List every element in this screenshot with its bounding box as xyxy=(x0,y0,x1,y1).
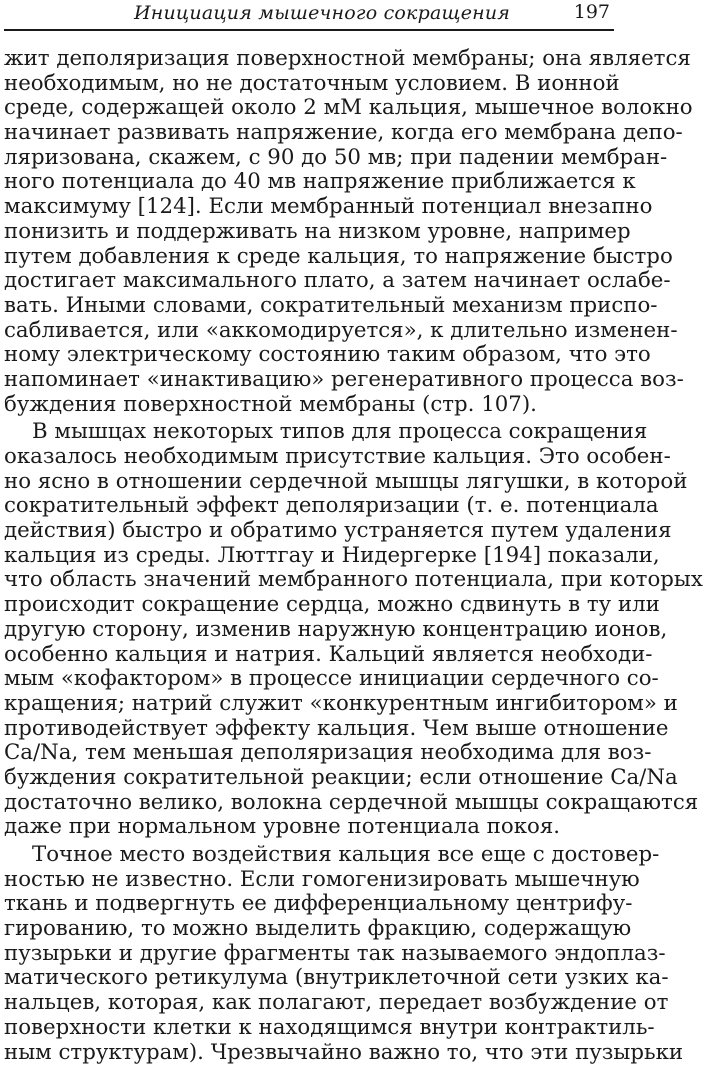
text-line: максимуму [124]. Если мембранный потенциал внезапно xyxy=(4,195,613,220)
text-line: среде, содержащей около 2 мМ кальция, мышечное волокно xyxy=(4,96,613,121)
text-line: сабливается, или «аккомодируется», к длительно изменен- xyxy=(4,319,613,344)
text-line: противодействует эффекту кальция. Чем выше отношение xyxy=(4,717,613,742)
text-line: кальция из среды. Люттгау и Нидергерке [194] показали, xyxy=(4,544,613,569)
body-text xyxy=(4,47,613,1065)
page-number: 197 xyxy=(574,1,610,23)
text-line: ляризована, скажем, с 90 до 50 мв; при падении мембран- xyxy=(4,146,613,171)
text-line: ного потенциала до 40 мв напряжение приближается к xyxy=(4,170,613,195)
text-line: особенно кальция и натрия. Кальций является необходи- xyxy=(4,643,613,668)
text-line: ным структурам). Чрезвычайно важно то, что эти пузырьки xyxy=(4,1041,613,1065)
text-line: начинает развивать напряжение, когда его мембрана депо- xyxy=(4,121,613,146)
text-line: жит деполяризация поверхностной мембраны; она является xyxy=(4,47,613,72)
text-line: оказалось необходимым присутствие кальция. Это особен- xyxy=(4,445,613,470)
text-line: матического ретикулума (внутриклеточной сети узких ка- xyxy=(4,966,613,991)
header-rule xyxy=(4,29,614,31)
paragraph xyxy=(4,843,613,1065)
text-line: мым «кофактором» в процессе инициации сердечного со- xyxy=(4,667,613,692)
text-line: пузырьки и другие фрагменты так называемого эндоплаз- xyxy=(4,942,613,967)
text-line: Точное место воздействия кальция все еще с достовер- xyxy=(4,843,613,868)
paragraph xyxy=(4,47,613,417)
text-line: сократительный эффект деполяризации (т. е. потенциала xyxy=(4,494,613,519)
text-line: что область значений мембранного потенциала, при которых xyxy=(4,568,613,593)
text-line: происходит сокращение сердца, можно сдвинуть в ту или xyxy=(4,593,613,618)
text-line: буждения сократительной реакции; если отношение Ca/Na xyxy=(4,766,613,791)
chapter-running-title: Инициация мышечного сокращения xyxy=(134,2,510,24)
text-line: кращения; натрий служит «конкурентным ингибитором» и xyxy=(4,692,613,717)
text-line: вать. Иными словами, сократительный механизм приспо- xyxy=(4,294,613,319)
text-line: необходимым, но не достаточным условием. В ионной xyxy=(4,72,613,97)
text-line: В мышцах некоторых типов для процесса сокращения xyxy=(4,420,613,445)
text-line: понизить и поддерживать на низком уровне, например xyxy=(4,220,613,245)
text-line: другую сторону, изменив наружную концентрацию ионов, xyxy=(4,618,613,643)
text-line: гированию, то можно выделить фракцию, содержащую xyxy=(4,917,613,942)
text-line: ткань и подвергнуть ее дифференциальному центрифу- xyxy=(4,892,613,917)
text-line: достаточно велико, волокна сердечной мышцы сокращаются xyxy=(4,791,613,816)
text-line: нальцев, которая, как полагают, передает возбуждение от xyxy=(4,991,613,1016)
text-line: достигает максимального плато, а затем начинает ослабе- xyxy=(4,269,613,294)
text-line: Ca/Na, тем меньшая деполяризация необходима для воз- xyxy=(4,741,613,766)
running-header xyxy=(4,0,614,28)
text-line: путем добавления к среде кальция, то напряжение быстро xyxy=(4,245,613,270)
text-line: ному электрическому состоянию таким образом, что это xyxy=(4,343,613,368)
text-line: буждения поверхностной мембраны (стр. 107). xyxy=(4,393,613,418)
text-line: действия) быстро и обратимо устраняется путем удаления xyxy=(4,519,613,544)
paragraph xyxy=(4,420,613,840)
text-line: поверхности клетки к находящимся внутри контрактиль- xyxy=(4,1016,613,1041)
text-line: даже при нормальном уровне потенциала покоя. xyxy=(4,815,613,840)
text-line: напоминает «инактивацию» регенеративного процесса воз- xyxy=(4,368,613,393)
text-line: но ясно в отношении сердечной мышцы лягушки, в которой xyxy=(4,470,613,495)
text-line: ностью не известно. Если гомогенизировать мышечную xyxy=(4,868,613,893)
